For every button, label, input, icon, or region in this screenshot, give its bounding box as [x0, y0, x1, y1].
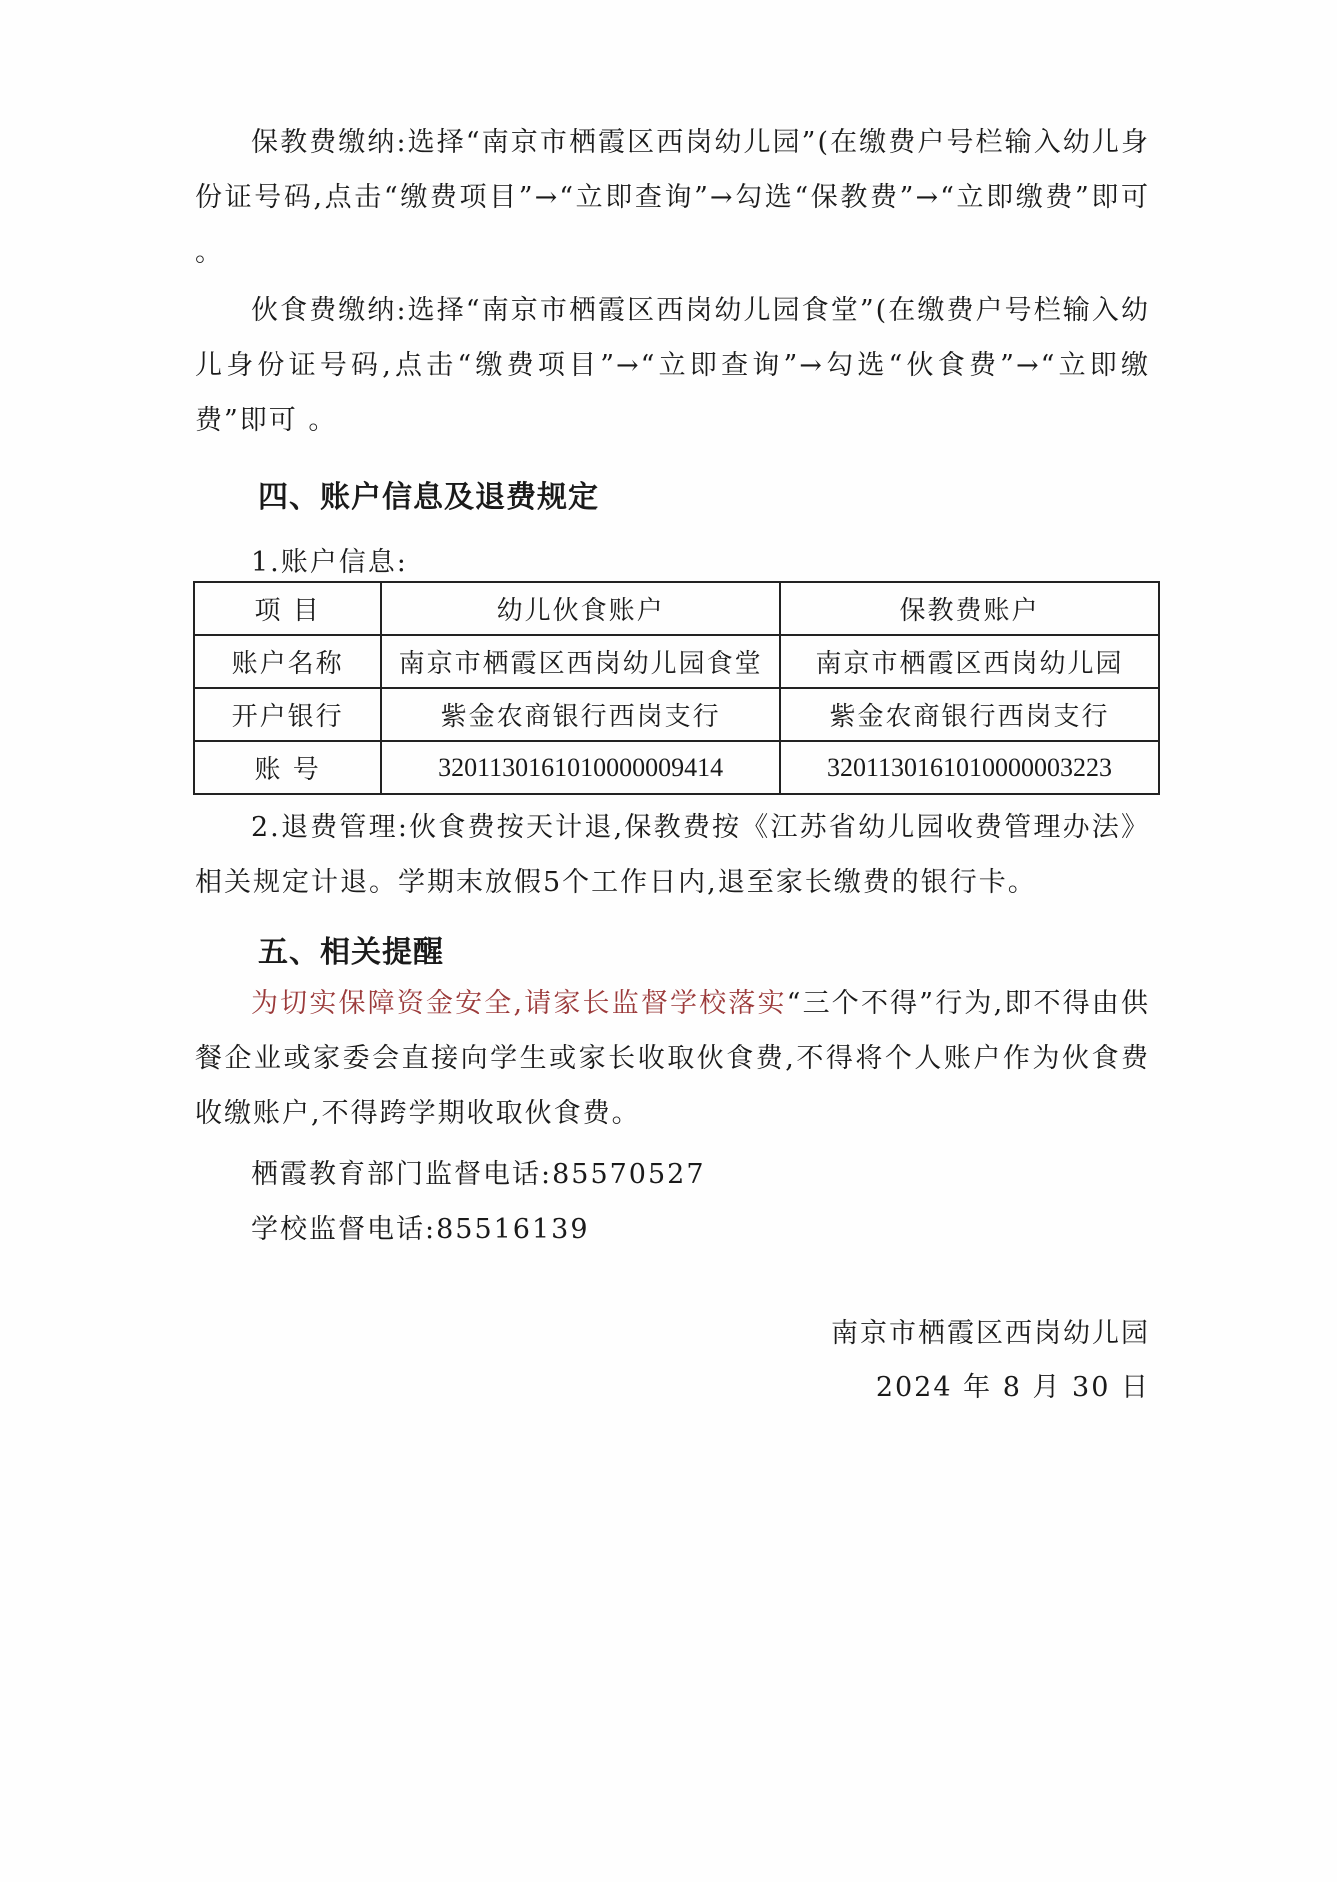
table-cell: 紫金农商银行西岗支行 [381, 688, 780, 741]
table-cell: 开户银行 [194, 688, 381, 741]
table-header-cell: 幼儿伙食账户 [381, 582, 780, 635]
reminder-text: “三个不得”行为,即不得由供餐企业或家委会直接向学生或家长收取伙食费,不得将个人账户作为伙食费收缴账户,不得跨学期收取伙食费。 [195, 988, 1150, 1129]
table-cell: 3201130161010000009414 [381, 741, 780, 794]
signature-org: 南京市栖霞区西岗幼儿园 [831, 1318, 1150, 1349]
table-cell: 账户名称 [194, 635, 381, 688]
reminder-highlight: 为切实保障资金安全,请家长监督学校落实 [251, 988, 787, 1019]
account-info-label: 1.账户信息: [251, 547, 408, 578]
table-row [194, 688, 1159, 741]
reminder-paragraph [195, 976, 1150, 1141]
table-header-row [194, 582, 1159, 635]
section5-heading: 五、相关提醒 [258, 935, 444, 970]
edu-supervision-phone: 栖霞教育部门监督电话:85570527 [251, 1159, 706, 1190]
table-header-cell: 保教费账户 [780, 582, 1159, 635]
signature-date: 2024 年 8 月 30 日 [875, 1372, 1150, 1403]
table-row [194, 635, 1159, 688]
refund-paragraph: 2.退费管理:伙食费按天计退,保教费按《江苏省幼儿园收费管理办法》相关规定计退。学期末放假5个工作日内,退至家长缴费的银行卡。 [195, 812, 1150, 898]
table-row [194, 741, 1159, 794]
section4-heading: 四、账户信息及退费规定 [258, 480, 599, 515]
table-cell: 紫金农商银行西岗支行 [780, 688, 1159, 741]
table-cell: 南京市栖霞区西岗幼儿园 [780, 635, 1159, 688]
table-header-cell: 项 目 [194, 582, 381, 635]
school-supervision-phone: 学校监督电话:85516139 [251, 1214, 590, 1245]
table-cell: 南京市栖霞区西岗幼儿园食堂 [381, 635, 780, 688]
tuition-payment-paragraph: 保教费缴纳:选择“南京市栖霞区西岗幼儿园”(在缴费户号栏输入幼儿身份证号码,点击“缴费项目”→“立即查询”→勾选“保教费”→“立即缴费”即可 。 [195, 127, 1150, 268]
meal-payment-paragraph: 伙食费缴纳:选择“南京市栖霞区西岗幼儿园食堂”(在缴费户号栏输入幼儿身份证号码,点击“缴费项目”→“立即查询”→勾选“伙食费”→“立即缴费”即可 。 [195, 295, 1150, 436]
table-cell: 账 号 [194, 741, 381, 794]
table-cell: 3201130161010000003223 [780, 741, 1159, 794]
account-table [193, 581, 1160, 795]
